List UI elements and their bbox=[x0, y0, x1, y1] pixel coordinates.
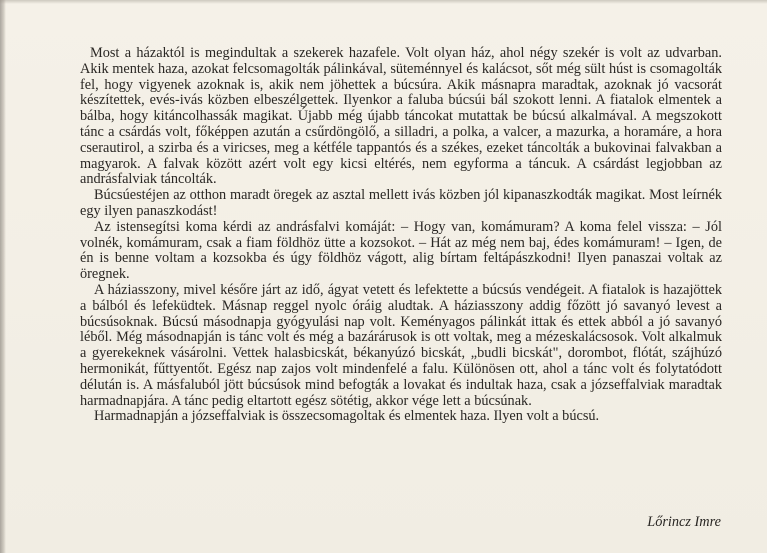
paragraph-departure: Most a házaktól is megindultak a szekerek hazafele. Volt olyan ház, ahol négy szekér is volt az udvarban. Akik mentek haza, azokat felcsomagolták pálinkával, süteménnyel és kalácsot, sőt még sült húst is csomagolták fel, hogy vigyenek azoknak is, akik nem jöhettek a búcsúra. Akik másnapra maradtak, azoknak jó vacsorát készítettek, evés-ivás közben elbeszélgettek. Ilyenkor a faluba búcsúi bál szokott lenni. A fiatalok elmentek a bálba, hogy kitáncolhassák magikat. Újabb még újabb táncokat mutattak be búcsú alkalmával. A megszokott tánc a csárdás volt, főképpen azután a csűrdöngölő, a silladri, a polka, a valcer, a mazurka, a horamáre, a hora cserautirol, a szirba és a viricses, meg a kétféle tappantós és a székes, ezeket táncolták a bukovinai falvakban a magyarok. A falvak között azért volt egy kicsi eltérés, nem egyforma a táncuk. A csárdást legjobban az andrásfalviak táncolták. bbox=[80, 45, 722, 188]
page-top-shadow bbox=[0, 0, 767, 4]
author-signature: Lőrincz Imre bbox=[647, 514, 721, 530]
paragraph-evening: Búcsúestéjen az otthon maradt öregek az asztal mellett ivás közben jól kipanaszkodták magikat. Most leírnék egy ilyen panaszkodást! bbox=[80, 187, 722, 219]
paragraph-third-day: Harmadnapján a józseffalviak is összecsomagoltak és elmentek haza. Ilyen volt a búcsú. bbox=[94, 408, 600, 425]
page-edge-shadow bbox=[0, 0, 6, 553]
paragraph-dialogue: Az istensegítsi koma kérdi az andrásfalvi komáját: – Hogy van, komámuram? A koma felel vissza: – Jól volnék, komámuram, csak a fiam földhöz ütte a kozsokot. – Hát az még nem baj, édes komámuram! – Igen, de én is benne voltam a kozsokba és úgy földhöz vágott, alig bírtam feltápászkodni! Ilyen panaszai voltak az öregnek. bbox=[80, 218, 722, 283]
paragraph-second-day: A háziasszony, mivel későre járt az idő, ágyat vetett és lefektette a búcsús vendégeit. A fiatalok is hazajöttek a bálból és lefeküdtek. Másnap reggel nyolc óráig aludtak. A háziasszony addig főzött jó savanyó levest a búcsúsoknak. Búcsú másodnapja gyógyulási nap volt. Keményagos pálinkát ittak és ettek abból a jó savanyó léből. Még másodnapján is tánc volt és még a bazárárusok is ott voltak, meg a mézeskalácsosok. Volt alkalmuk a gyerekeknek vásárolni. Vettek halasbicskát, békanyúzó bicskát, „budli bicskát", dorombot, flótát, szájhúzó hermonikát, fűttyentőt. Egész nap zajos volt mindenfelé a falu. Különösen ott, ahol a tánc volt és folytatódott délután is. A másfaluból jött búcsúsok mind befogták a lovakat és indultak haza, csak a józseffalviak maradtak harmadnapjára. A tánc pedig eltartott egész sötétig, akkor vége lett a búcsúnak. bbox=[80, 281, 722, 409]
article-body bbox=[80, 46, 722, 425]
